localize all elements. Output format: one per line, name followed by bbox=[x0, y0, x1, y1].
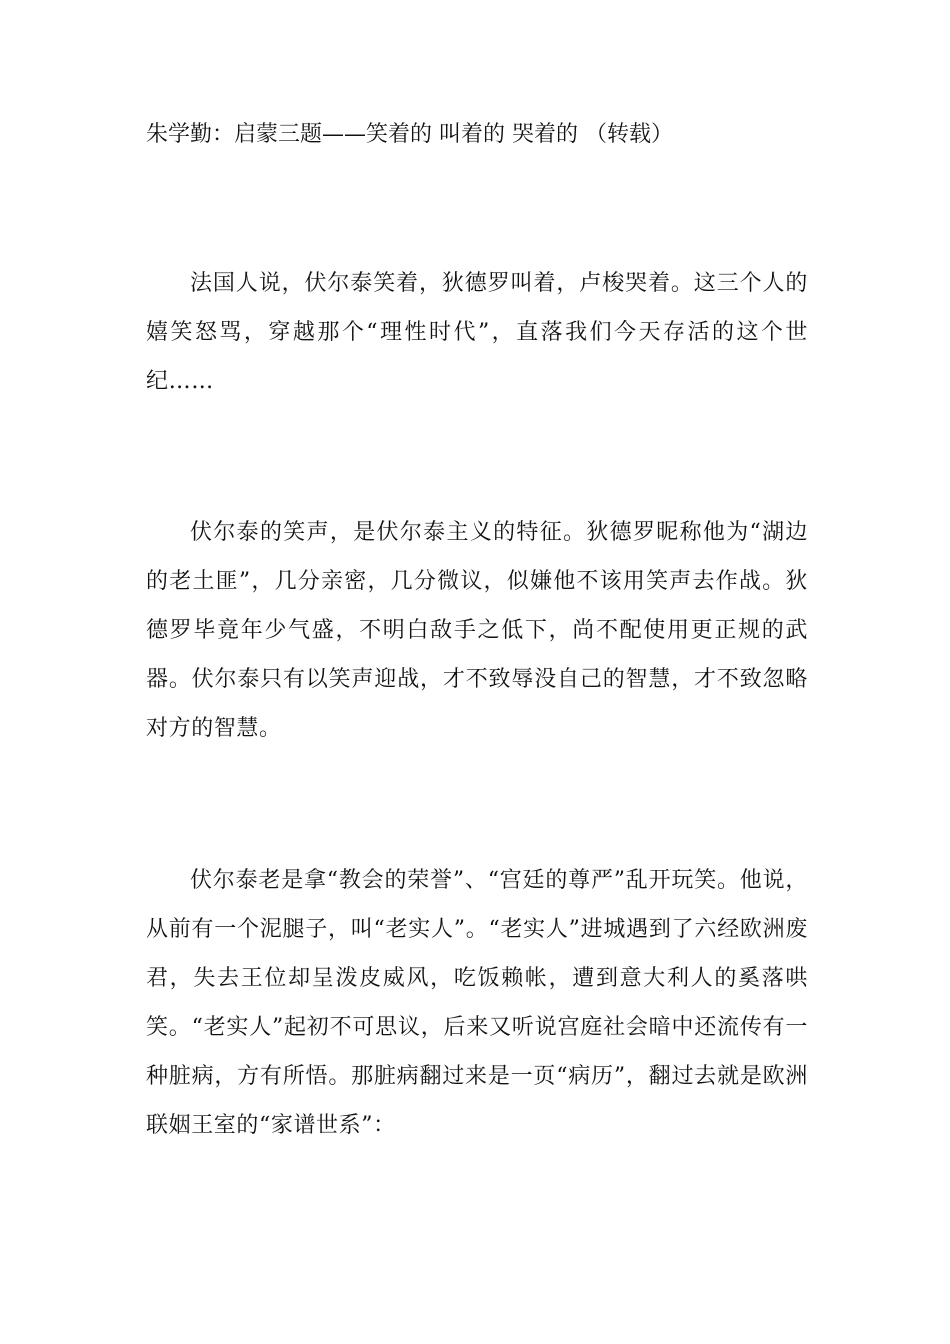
document-title: 朱学勤：启蒙三题——笑着的 叫着的 哭着的 （转载） bbox=[146, 122, 673, 147]
paragraph-3: 伏尔泰老是拿“教会的荣誉”、“宫廷的尊严”乱开玩笑。他说，从前有一个泥腿子，叫“老实人”。“老实人”进城遇到了六经欧洲废君，失去王位却呈泼皮威风，吃饭赖帐，遭到意大利人的奚落哄笑。“老实人”起初不可思议，后来又听说宫庭社会暗中还流传有一种脏病，方有所悟。那脏病翻过来是一页“病历”，翻过去就是欧洲联姻王室的“家谱世系”： bbox=[146, 868, 808, 1138]
paragraph-1: 法国人说，伏尔泰笑着，狄德罗叫着，卢梭哭着。这三个人的嬉笑怒骂，穿越那个“理性时代”，直落我们今天存活的这个世纪…… bbox=[146, 271, 808, 394]
paragraph-2: 伏尔泰的笑声，是伏尔泰主义的特征。狄德罗昵称他为“湖边的老土匪”，几分亲密，几分微议，似嫌他不该用笑声去作战。狄德罗毕竟年少气盛，不明白敌手之低下，尚不配使用更正规的武器。伏尔泰只有以笑声迎战，才不致辱没自己的智慧，才不致忽略对方的智慧。 bbox=[146, 520, 808, 741]
